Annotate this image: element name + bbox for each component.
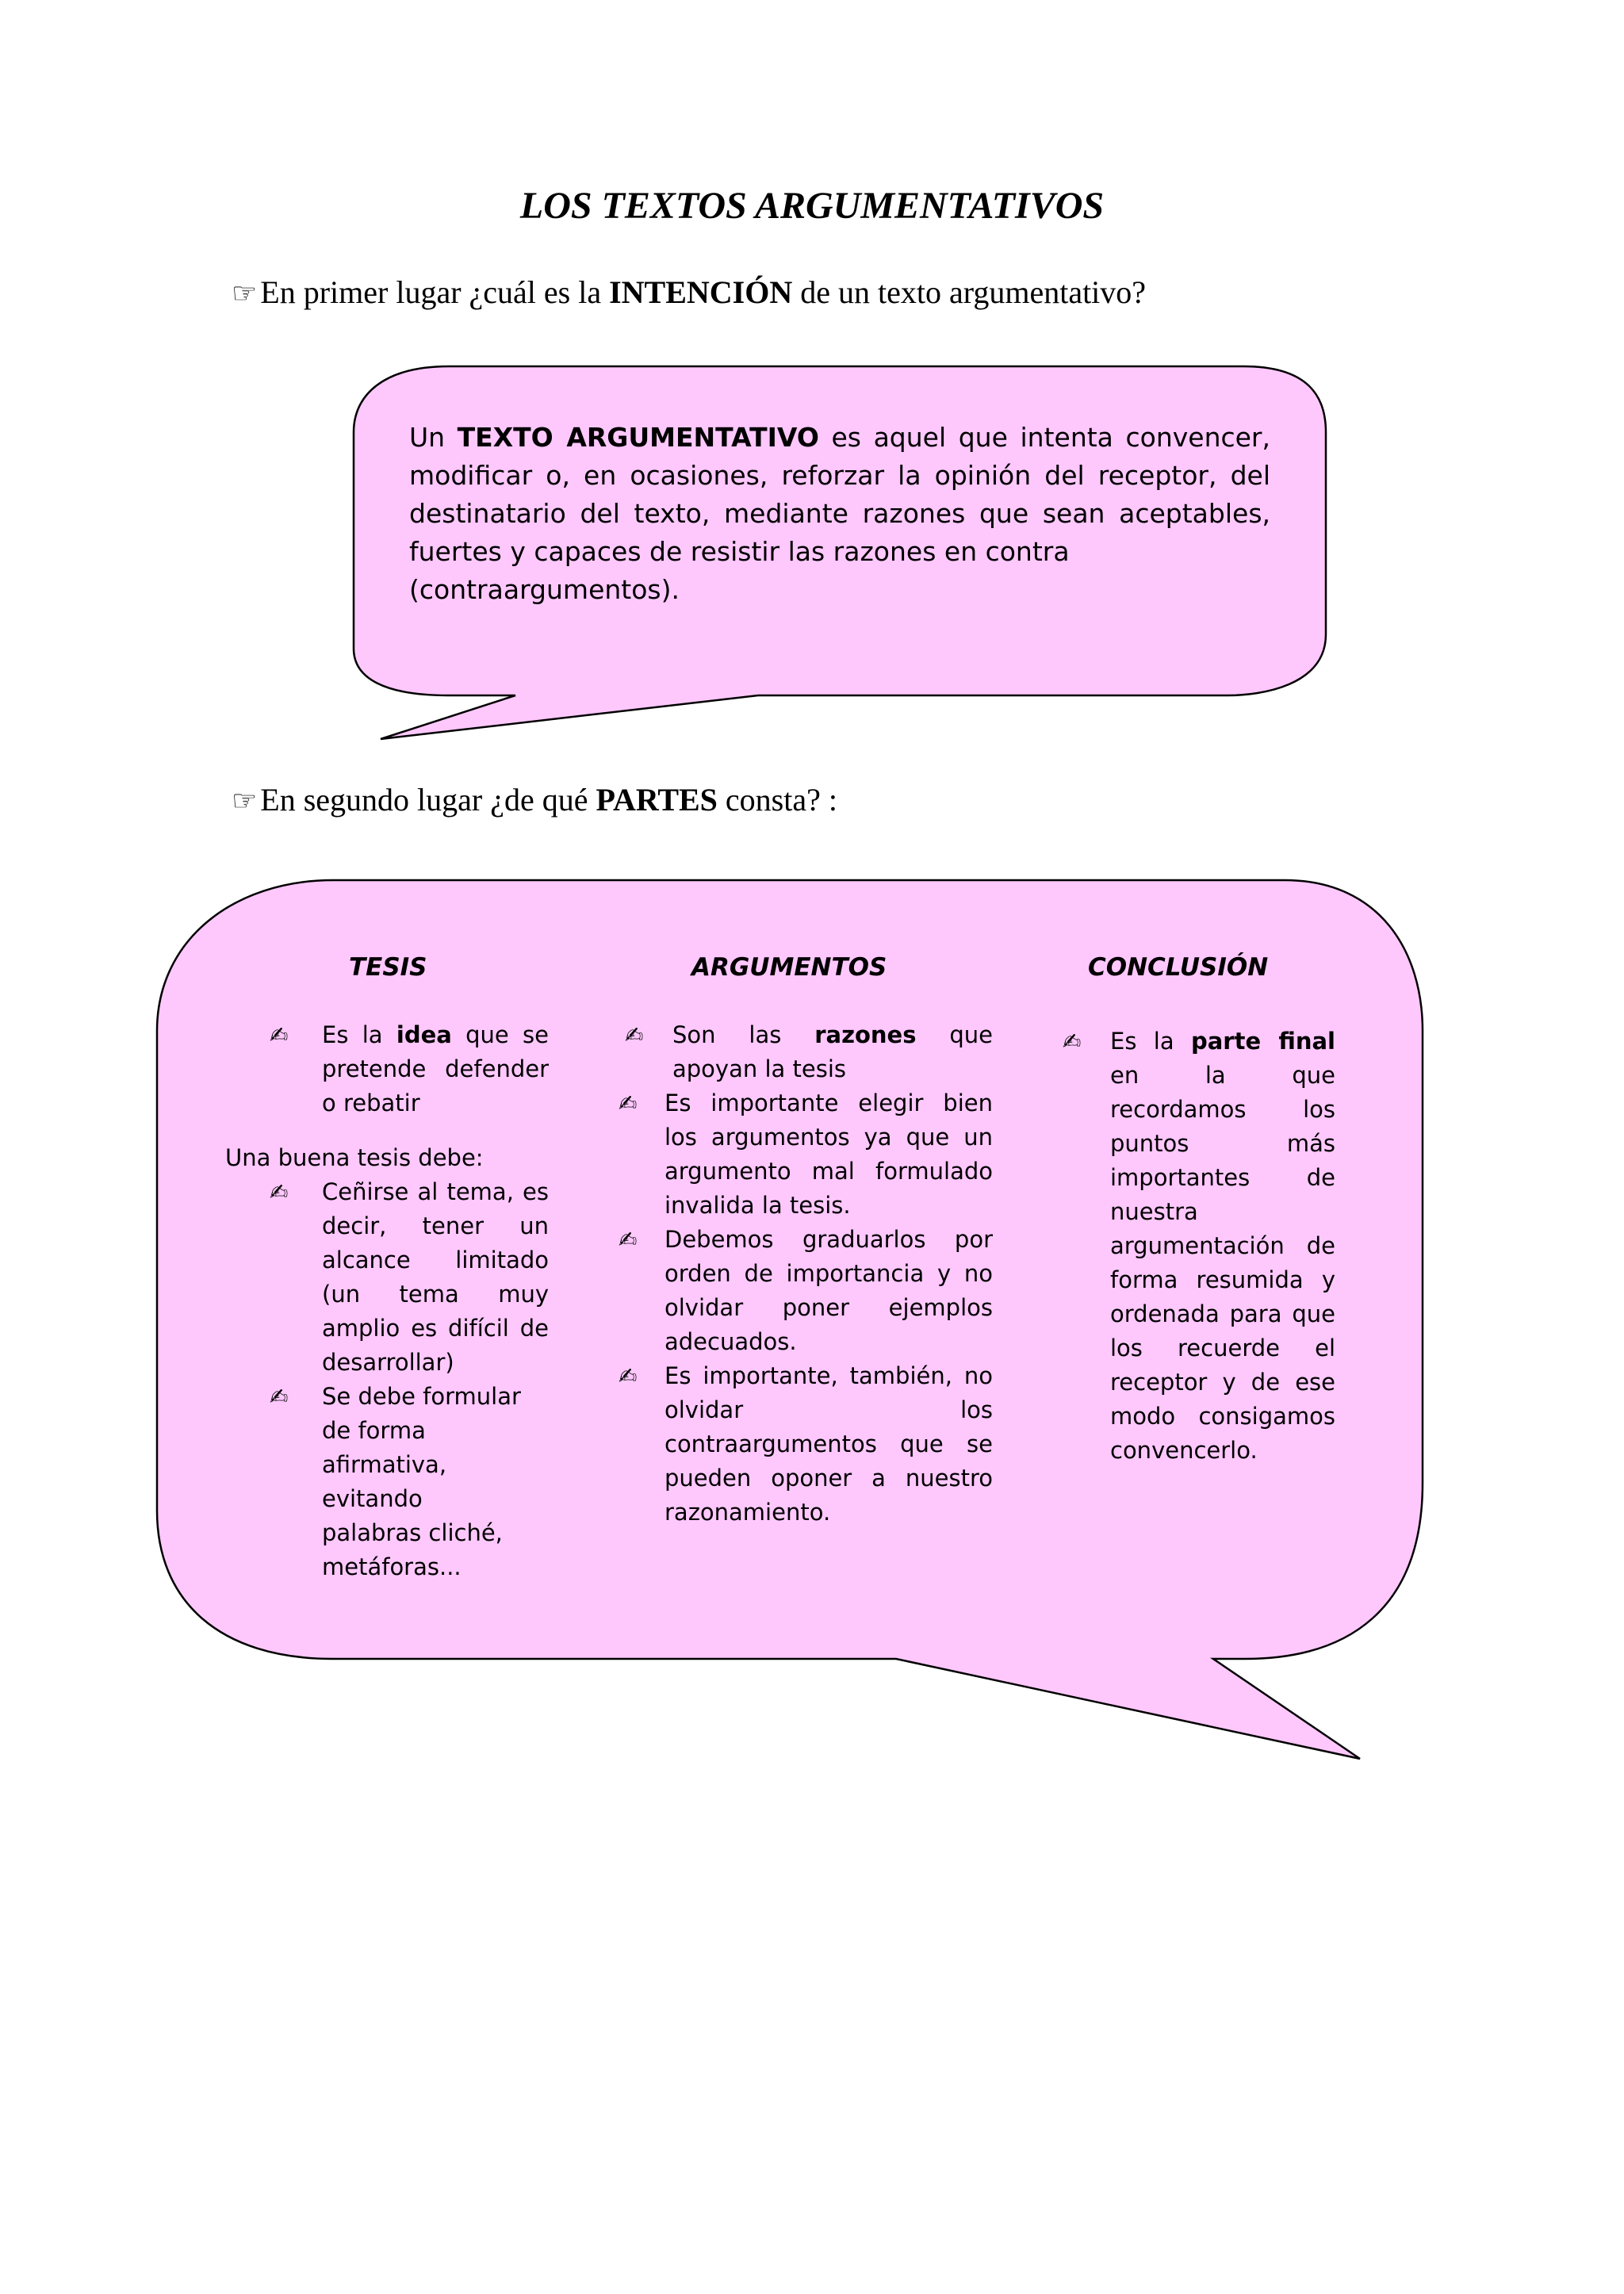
intencion-definition: Un TEXTO ARGUMENTATIVO es aquel que intenta convencer, modificar o, en ocasiones, reforzar la opinión del receptor, del destinatario del texto, mediante razones que sean aceptables, fuertes y capaces de resistir las razones en contra (contraargumentos).: [409, 422, 1270, 605]
tesis-heading: TESIS: [349, 953, 427, 982]
writing-hand-icon: ✍: [270, 1022, 289, 1048]
writing-hand-icon: ✍: [1063, 1028, 1082, 1055]
conclusion-column: [1063, 1024, 1335, 1468]
writing-hand-icon: ✍: [270, 1179, 289, 1205]
list-item: ✍ Es importante, también, no olvidar los contraargumentos que se pueden oponer a nuestro razonamiento.: [619, 1359, 993, 1530]
pointing-hand-icon: ☞: [232, 785, 258, 817]
list-item: ✍ Es importante elegir bien los argumentos ya que un argumento mal formulado invalida la tesis.: [619, 1086, 993, 1223]
question-partes: ☞ En segundo lugar ¿de qué PARTES consta? :: [232, 782, 837, 818]
list-item: ✍ Se debe formular de forma afirmativa, evitando palabras cliché, metáforas...: [270, 1380, 549, 1584]
list-item: ✍ Es la idea que se pretende defender o rebatir: [270, 1018, 549, 1120]
argumentos-column: [619, 1018, 993, 1530]
list-item: ✍ Ceñirse al tema, es decir, tener un alcance limitado (un tema muy amplio es difícil de desarrollar): [270, 1175, 549, 1380]
conclusion-heading: CONCLUSIÓN: [1088, 953, 1269, 982]
list-item: ✍ Son las razones que apoyan la tesis: [619, 1018, 993, 1086]
question-intencion: ☞ En primer lugar ¿cuál es la INTENCIÓN de un texto argumentativo?: [232, 274, 1147, 310]
pointing-hand-icon: ☞: [232, 278, 258, 309]
page-title: LOS TEXTOS ARGUMENTATIVOS: [519, 185, 1105, 227]
argumentos-heading: ARGUMENTOS: [691, 953, 887, 982]
writing-hand-icon: ✍: [270, 1384, 289, 1410]
tesis-column: [225, 1018, 549, 1584]
tesis-subheading: Una buena tesis debe:: [225, 1144, 484, 1171]
writing-hand-icon: ✍: [619, 1227, 638, 1253]
list-item: ✍ Es la parte final en la que recordamos los puntos más importantes de nuestra argumentación de forma resumida y ordenada para que los recuerde el receptor y de ese modo consigamos convencerlo.: [1063, 1024, 1335, 1468]
writing-hand-icon: ✍: [625, 1022, 644, 1048]
writing-hand-icon: ✍: [619, 1090, 638, 1116]
writing-hand-icon: ✍: [619, 1363, 638, 1389]
list-item: ✍ Debemos graduarlos por orden de importancia y no olvidar poner ejemplos adecuados.: [619, 1223, 993, 1359]
